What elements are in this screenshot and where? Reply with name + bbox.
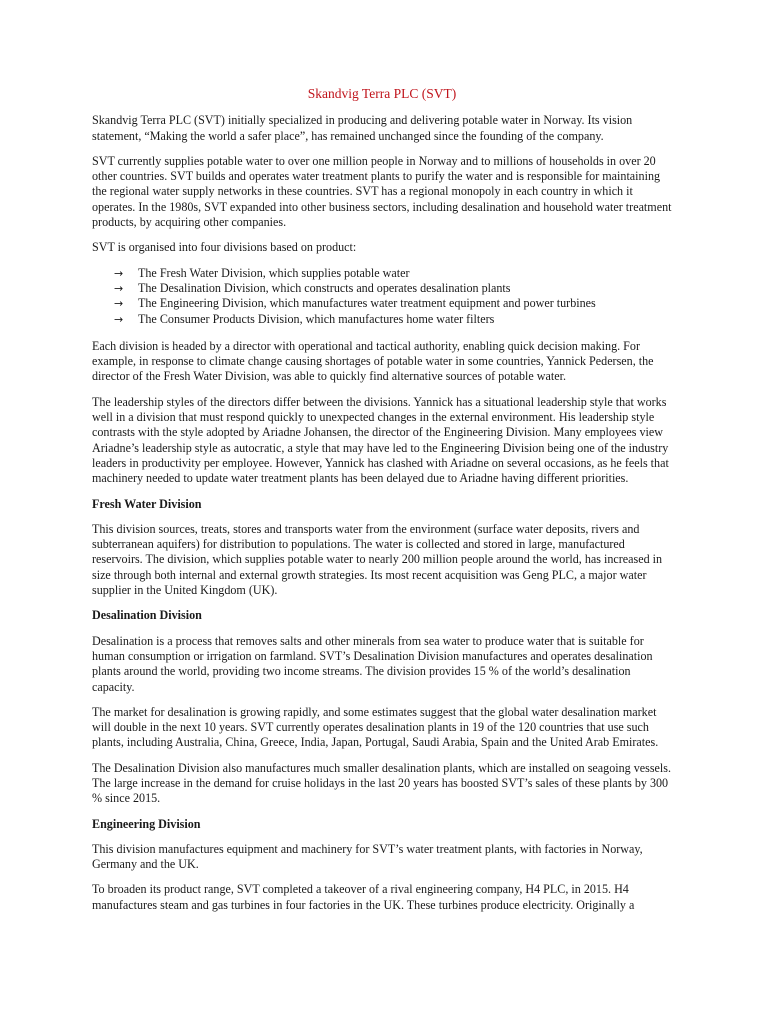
list-item-text: The Desalination Division, which constructs and operates desalination plants [138, 280, 511, 295]
intro-paragraph-3: SVT is organised into four divisions based on product: [92, 240, 357, 255]
list-item [114, 266, 672, 281]
list-item-text: The Engineering Division, which manufactures water treatment equipment and power turbines [138, 296, 596, 311]
engineering-paragraph-2: To broaden its product range, SVT completed a takeover of a rival engineering company, H4 PLC, in 2015. H4 manufactures steam and gas turbines in four factories in the UK. These turbines produce electricity. Originally a [92, 882, 635, 912]
engineering-paragraph-1: This division manufactures equipment and machinery for SVT’s water treatment plants, with factories in Norway, Germany and the UK. [92, 841, 643, 872]
arrow-right-icon: → [114, 312, 124, 326]
list-item [114, 296, 672, 311]
leadership-paragraph-2: The leadership styles of the directors differ between the divisions. Yannick has a situational leadership style that works well in a division that must respond quickly to unexpected changes in the external environment. His leadership style contrasts with the style adopted by Ariadne Johansen, the director of the Engineering Division. Many employees view Ariadne’s leadership style as autocratic, a style that may have led to the Engineering Division being one of the industry leaders in productivity per employee. However, Yannick has clashed with Ariadne on several occasions, as he feels that machinery needed to update water treatment plants has been delayed due to Ariadne having different priorities. [92, 394, 669, 486]
fresh-water-heading: Fresh Water Division [92, 496, 202, 511]
arrow-right-icon: → [114, 281, 124, 295]
arrow-right-icon: → [114, 266, 124, 280]
list-item-text: The Consumer Products Division, which manufactures home water filters [138, 311, 495, 326]
divisions-list [92, 266, 672, 327]
list-item-text: The Fresh Water Division, which supplies potable water [138, 265, 410, 280]
intro-paragraph-2: SVT currently supplies potable water to over one million people in Norway and to millions of households in over 20 other countries. SVT builds and operates water treatment plants to purify the water and is responsible for maintaining the regional water supply networks in these countries. SVT has a regional monopoly in each country in which it operates. In the 1980s, SVT expanded into other business sectors, including desalination and household water treatment products, by acquiring other companies. [92, 153, 672, 230]
desalination-paragraph-3: The Desalination Division also manufactures much smaller desalination plants, which are installed on seagoing vessels. The large increase in the demand for cruise holidays in the last 20 years has boosted SVT’s sales of these plants by 300 % since 2015. [92, 760, 672, 806]
desalination-heading: Desalination Division [92, 608, 202, 623]
engineering-heading: Engineering Division [92, 816, 201, 831]
desalination-paragraph-1: Desalination is a process that removes salts and other minerals from sea water to produce water that is suitable for human consumption or irrigation on farmland. SVT’s Desalination Division manufactures and operates desalination plants around the world, providing two income streams. The division provides 15 % of the world’s desalination capacity. [92, 633, 653, 694]
document-page [92, 86, 672, 923]
fresh-water-paragraph: This division sources, treats, stores and transports water from the environment (surface water deposits, rivers and subterranean aquifers) for distribution to populations. The water is collected and stored in large, manufactured reservoirs. The division, which supplies potable water to nearly 200 million people around the world, has increased in size through both internal and external growth strategies. Its most recent acquisition was Geng PLC, a major water supplier in the United Kingdom (UK). [92, 521, 663, 598]
document-title: Skandvig Terra PLC (SVT) [307, 86, 457, 101]
leadership-paragraph-1: Each division is headed by a director with operational and tactical authority, enabling quick decision making. For example, in response to climate change causing shortages of potable water in some countries, Yannick Pedersen, the director of the Fresh Water Division, was able to quickly find alternative sources of potable water. [92, 338, 654, 384]
intro-paragraph-1: Skandvig Terra PLC (SVT) initially specialized in producing and delivering potable water in Norway. Its vision statement, “Making the world a safer place”, has remained unchanged since the founding of the company. [92, 113, 633, 143]
list-item [114, 312, 672, 327]
desalination-paragraph-2: The market for desalination is growing rapidly, and some estimates suggest that the global water desalination market will double in the next 10 years. SVT currently operates desalination plants in 19 of the 120 countries that use such plants, including Australia, China, Greece, India, Japan, Portugal, Saudi Arabia, Spain and the United Arab Emirates. [92, 704, 659, 750]
arrow-right-icon: → [114, 297, 124, 311]
list-item [114, 281, 672, 296]
